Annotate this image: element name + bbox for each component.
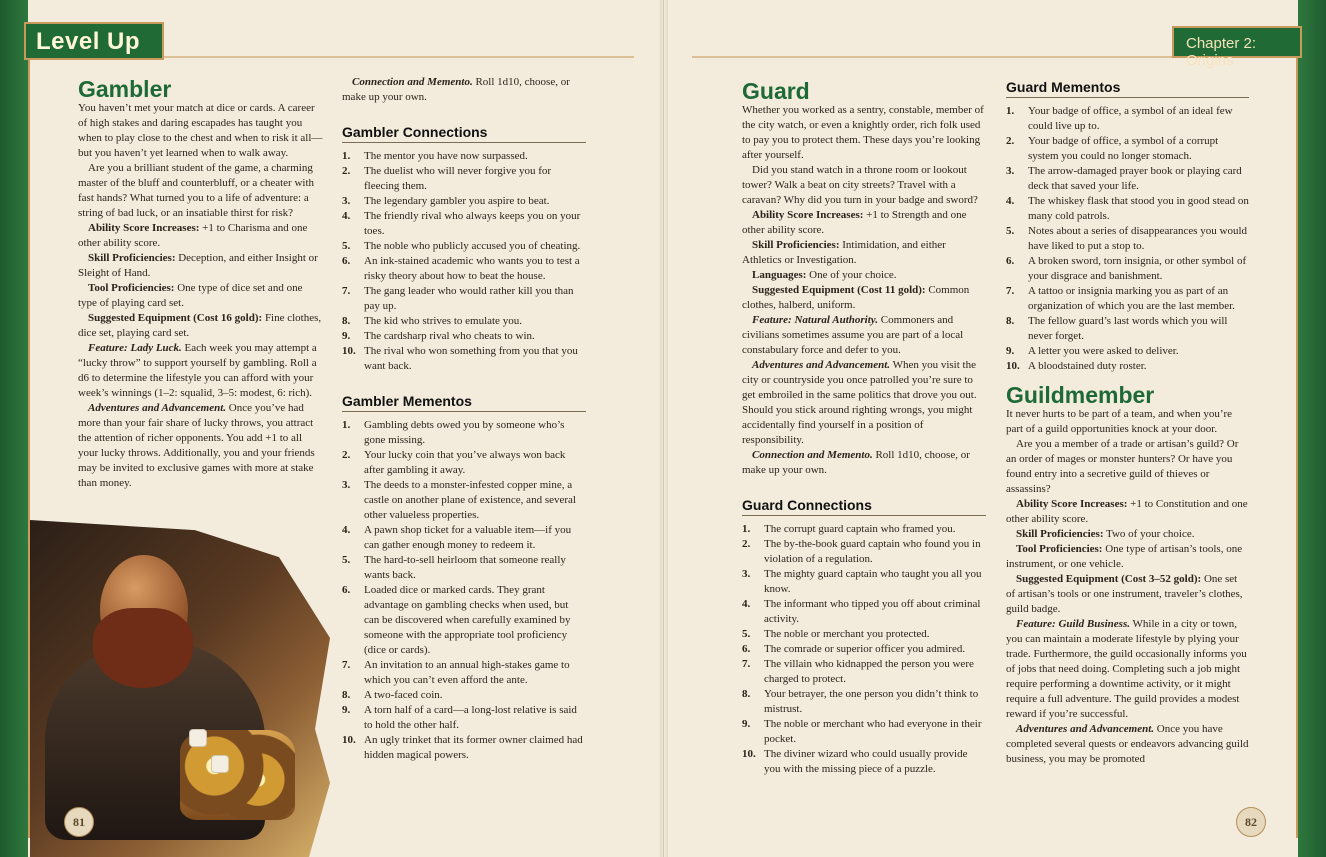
- gambler-column: [78, 78, 324, 491]
- guildmember-intro-two: Are you a member of a trade or artisan’s guild? Or an order of mages or monster hunters? Or have you found entry into a secretive guild of thieves or assassins?: [1006, 438, 1239, 495]
- list-item: 8. Your betrayer, the one person you didn’t think to mistrust.: [742, 688, 979, 715]
- list-item: 3. The deeds to a monster-infested copper mine, a castle on another plane of existence, and several other valueless properties.: [342, 479, 576, 521]
- guildmember-feature: Feature: Guild Business. While in a city or town, you can maintain a moderate lifestyle by plying your trade. Furthermore, the guild occasionally informs you of jobs that need doing. Completing such a job might require performing a downtime activity, or it might require a full adventure. The guild provides a modest reward if you’re successful.: [1006, 618, 1247, 720]
- guard-title: Guard: [742, 78, 810, 104]
- list-item: 4. The friendly rival who always keeps you on your toes.: [342, 210, 581, 237]
- list-item: 10. The rival who won something from you that you want back.: [342, 345, 578, 372]
- list-item: 3. The arrow-damaged prayer book or playing card deck that saved your life.: [1006, 165, 1242, 192]
- list-item: 6. The comrade or superior officer you admired.: [742, 643, 966, 655]
- gambler-skills: Skill Proficiencies: Deception, and either Insight or Sleight of Hand.: [78, 252, 318, 279]
- guard-mementos-column: [1006, 80, 1249, 767]
- guard-column: [742, 80, 986, 777]
- guard-mementos-list: [1006, 104, 1249, 374]
- list-item: 9. The noble or merchant who had everyone in their pocket.: [742, 718, 982, 745]
- list-item: 2. The duelist who will never forgive you for fleecing them.: [342, 165, 552, 192]
- list-item: 2. The by-the-book guard captain who found you in violation of a regulation.: [742, 538, 981, 565]
- guard-skills: Skill Proficiencies: Intimidation, and either Athletics or Investigation.: [742, 239, 946, 266]
- list-item: 4. The informant who tipped you off about criminal activity.: [742, 598, 981, 625]
- list-item: 7. An invitation to an annual high-stakes game to which you can’t even afford the ante.: [342, 659, 570, 686]
- guard-connections-heading: Guard Connections: [742, 498, 986, 516]
- guard-mementos-heading: Guard Mementos: [1006, 80, 1249, 98]
- gambler-figure-beard: [93, 608, 193, 688]
- list-item: 10. An ugly trinket that its former owner claimed had hidden magical powers.: [342, 734, 583, 761]
- gambler-intro-two: Are you a brilliant student of the game, a charming master of the bluff and counterbluff, or a cheater with fast hands? What turned you to a life of adventure: a string of bad luck, or an insatiable thirst for risk?: [78, 162, 315, 219]
- gambler-mementos-list: [342, 418, 586, 763]
- guard-intro: Whether you worked as a sentry, constable, member of the city watch, or even a knightly order, rich folk used to pay you to protect them. These days you’re looking after yourself.: [742, 104, 984, 161]
- gambler-lists-column: [342, 75, 586, 763]
- page-gutter: [660, 0, 668, 857]
- level-up-banner: Level Up: [24, 22, 164, 60]
- left-page-border-line: [28, 58, 30, 838]
- guard-connections-list: [742, 522, 986, 777]
- right-edge-border: [1296, 0, 1326, 857]
- page-number-left: 81: [64, 807, 94, 837]
- list-item: 3. The legendary gambler you aspire to beat.: [342, 195, 550, 207]
- list-item: 9. A torn half of a card—a long-lost relative is said to hold the other half.: [342, 704, 577, 731]
- list-item: 1. Your badge of office, a symbol of an ideal few could live up to.: [1006, 105, 1233, 132]
- gambler-connections-list: [342, 149, 586, 374]
- list-item: 4. A pawn shop ticket for a valuable item—if you can gather enough money to redeem it.: [342, 524, 572, 551]
- guildmember-advancement: Adventures and Advancement. Once you have completed several quests or endeavors advancing guild business, you may be promoted: [1006, 723, 1249, 765]
- list-item: 10. A bloodstained duty roster.: [1006, 360, 1147, 372]
- guard-connection-intro: Connection and Memento. Roll 1d10, choose, or make up your own.: [742, 449, 970, 476]
- list-item: 6. An ink-stained academic who wants you to test a risky theory about how to beat the house.: [342, 255, 580, 282]
- gambler-connection-intro: Connection and Memento. Roll 1d10, choose, or make up your own.: [342, 76, 570, 103]
- left-edge-border: [0, 0, 30, 857]
- gambler-tools: Tool Proficiencies: One type of dice set and one type of playing card set.: [78, 282, 303, 309]
- list-item: 5. The noble who publicly accused you of cheating.: [342, 240, 581, 252]
- gambler-advancement: Adventures and Advancement. Once you’ve had more than your fair share of lucky throws, you attract the attention of richer opponents. You add +1 to all your lucky throws. Additionally, you and your friends may be invited to exclusive games with more at stake than money.: [78, 402, 315, 489]
- die-icon: [190, 730, 206, 746]
- guildmember-equipment: Suggested Equipment (Cost 3–52 gold): One set of artisan’s tools or one instrument, traveler’s clothes, guild badge.: [1006, 573, 1243, 615]
- gambler-intro: You haven’t met your match at dice or cards. A career of high stakes and daring escapades has taught you when to play close to the chest and when to risk it all—but you haven’t yet learned when to walk away.: [78, 102, 323, 159]
- guard-languages: Languages: One of your choice.: [752, 269, 897, 281]
- guard-advancement: Adventures and Advancement. When you visit the city or countryside you once patrolled you’re sure to get embroiled in the same politics that drove you out. Should you stick around righting wrongs, you might accidentally find yourself in a position of responsibility.: [742, 359, 977, 446]
- list-item: 8. The kid who strives to emulate you.: [342, 315, 522, 327]
- list-item: 10. The diviner wizard who could usually provide you with the missing piece of a puzzle.: [742, 748, 968, 775]
- guard-equipment: Suggested Equipment (Cost 11 gold): Common clothes, halberd, uniform.: [742, 284, 970, 311]
- guildmember-intro: It never hurts to be part of a team, and when you’re part of a guild opportunities knock at your door.: [1006, 408, 1233, 435]
- list-item: 2. Your badge of office, a symbol of a corrupt system you could no longer stomach.: [1006, 135, 1219, 162]
- gambler-title: Gambler: [78, 76, 172, 102]
- list-item: 8. A two-faced coin.: [342, 689, 443, 701]
- list-item: 6. Loaded dice or marked cards. They grant advantage on gambling checks when used, but can be discovered when carefully examined by someone with the appropriate tool proficiency (dice or cards).: [342, 584, 571, 656]
- die-icon: [212, 756, 228, 772]
- list-item: 3. The mighty guard captain who taught you all you know.: [742, 568, 982, 595]
- list-item: 6. A broken sword, torn insignia, or other symbol of your disgrace and banishment.: [1006, 255, 1247, 282]
- list-item: 7. A tattoo or insignia marking you as part of an organization of which you are the last member.: [1006, 285, 1235, 312]
- guildmember-title: Guildmember: [1006, 382, 1155, 408]
- gambler-feature: Feature: Lady Luck. Each week you may attempt a “lucky throw” to support yourself by gambling. Roll a d6 to determine the lifestyle you can afford with your week’s winnings (1–2: squalid, 3–5: modest, 6: rich).: [78, 342, 317, 399]
- gambler-mementos-heading: Gambler Mementos: [342, 394, 586, 412]
- guard-ability-scores: Ability Score Increases: +1 to Strength and one other ability score.: [742, 209, 967, 236]
- list-item: 9. The cardsharp rival who cheats to win.: [342, 330, 535, 342]
- gambler-connections-heading: Gambler Connections: [342, 125, 586, 143]
- list-item: 9. A letter you were asked to deliver.: [1006, 345, 1179, 357]
- guildmember-tools: Tool Proficiencies: One type of artisan’s tools, one instrument, or one vehicle.: [1006, 543, 1243, 570]
- gambler-equipment: Suggested Equipment (Cost 16 gold): Fine clothes, dice set, playing card set.: [78, 312, 322, 339]
- chapter-banner: Chapter 2: Origins: [1172, 26, 1302, 58]
- guildmember-skills: Skill Proficiencies: Two of your choice.: [1016, 528, 1195, 540]
- list-item: 1. The corrupt guard captain who framed you.: [742, 523, 956, 535]
- guard-intro-two: Did you stand watch in a throne room or lookout tower? Walk a beat on city streets? Travel with a caravan? Why did you turn in your badge and sword?: [742, 164, 978, 206]
- list-item: 1. The mentor you have now surpassed.: [342, 150, 528, 162]
- list-item: 2. Your lucky coin that you’ve always won back after gambling it away.: [342, 449, 566, 476]
- list-item: 8. The fellow guard’s last words which you will never forget.: [1006, 315, 1228, 342]
- gambler-ability-scores: Ability Score Increases: +1 to Charisma and one other ability score.: [78, 222, 308, 249]
- page-number-right: 82: [1236, 807, 1266, 837]
- guildmember-ability-scores: Ability Score Increases: +1 to Constitution and one other ability score.: [1006, 498, 1248, 525]
- list-item: 5. The noble or merchant you protected.: [742, 628, 930, 640]
- list-item: 5. The hard-to-sell heirloom that someone really wants back.: [342, 554, 566, 581]
- list-item: 1. Gambling debts owed you by someone who’s gone missing.: [342, 419, 565, 446]
- right-page-border-line: [1296, 58, 1298, 838]
- list-item: 7. The villain who kidnapped the person you were charged to protect.: [742, 658, 974, 685]
- list-item: 5. Notes about a series of disappearances you would have liked to put a stop to.: [1006, 225, 1248, 252]
- list-item: 7. The gang leader who would rather kill you than pay up.: [342, 285, 574, 312]
- guard-feature: Feature: Natural Authority. Commoners and civilians sometimes assume you are part of a local constabulary force and defer to you.: [742, 314, 964, 356]
- list-item: 4. The whiskey flask that stood you in good stead on many cold patrols.: [1006, 195, 1249, 222]
